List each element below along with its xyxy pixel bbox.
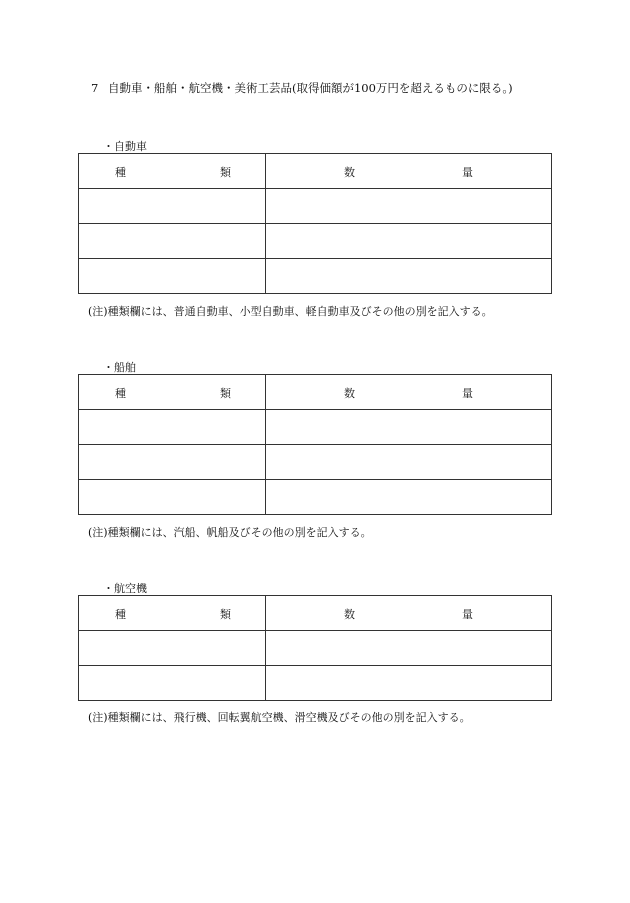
quantity-cell[interactable] [266,666,552,701]
table-header-row [79,154,552,189]
aircraft-note: (注)種類欄には、飛行機、回転翼航空機、滑空機及びその他の別を記入する。 [88,711,471,724]
kind-cell[interactable] [79,189,266,224]
ship-note: (注)種類欄には、汽船、帆船及びその他の別を記入する。 [88,526,372,539]
table-row [79,480,552,515]
section-number: 7 [91,81,99,95]
kind-header: 種 類 [79,596,266,631]
kind-cell[interactable] [79,224,266,259]
quantity-header: 数 量 [266,596,552,631]
section-label-aircraft: ・航空機 [103,582,147,595]
quantity-cell[interactable] [266,480,552,515]
aircraft-table [78,595,552,701]
quantity-header: 数 量 [266,154,552,189]
kind-cell[interactable] [79,666,266,701]
quantity-header: 数 量 [266,375,552,410]
table-header-row [79,375,552,410]
ship-table [78,374,552,515]
kind-cell[interactable] [79,445,266,480]
section-label-ship: ・船舶 [103,361,136,374]
table-row [79,259,552,294]
section-label-automobile: ・自動車 [103,140,147,153]
quantity-cell[interactable] [266,224,552,259]
kind-cell[interactable] [79,631,266,666]
table-row [79,631,552,666]
section-heading-text: 自動車・船舶・航空機・美術工芸品(取得価額が100万円を超えるものに限る。) [108,81,513,95]
table-header-row [79,596,552,631]
kind-header: 種 類 [79,375,266,410]
kind-cell[interactable] [79,410,266,445]
section-heading [91,80,513,96]
automobile-note: (注)種類欄には、普通自動車、小型自動車、軽自動車及びその他の別を記入する。 [88,305,493,318]
quantity-cell[interactable] [266,631,552,666]
table-row [79,666,552,701]
table-row [79,224,552,259]
table-row [79,410,552,445]
kind-cell[interactable] [79,259,266,294]
automobile-table [78,153,552,294]
quantity-cell[interactable] [266,445,552,480]
table-row [79,445,552,480]
table-row [79,189,552,224]
kind-cell[interactable] [79,480,266,515]
quantity-cell[interactable] [266,259,552,294]
quantity-cell[interactable] [266,410,552,445]
quantity-cell[interactable] [266,189,552,224]
kind-header: 種 類 [79,154,266,189]
